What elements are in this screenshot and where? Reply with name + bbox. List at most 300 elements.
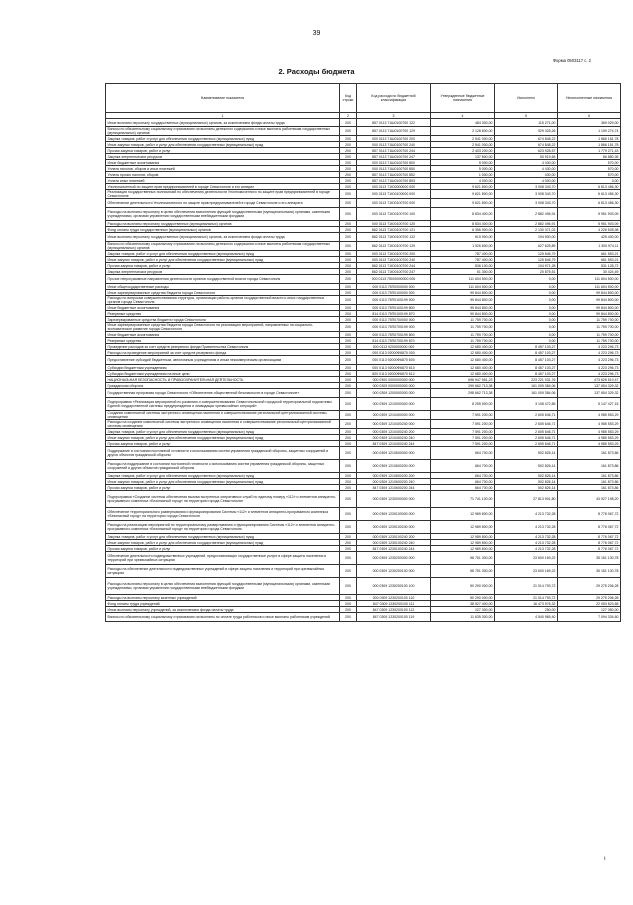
indicator-name-cell: Иные зарезервированные средства бюджета города Севастополя на реализацию мероприятий, направленных на социально-экономическое развитие города Севастополя bbox=[106, 323, 340, 332]
unexecuted-cell: 661 553,21 bbox=[558, 251, 621, 257]
approved-cell: 11 759 700,00 bbox=[431, 323, 495, 332]
approved-cell: 2 541 000,00 bbox=[431, 142, 495, 148]
executed-cell: 0,00 bbox=[495, 311, 558, 317]
executed-cell: 2 605 646,71 bbox=[495, 420, 558, 429]
indicator-name-cell: Расходы на создание комплексной системы экстренного оповещения населения и совершенствование региональной централизованной системы оповещения bbox=[106, 420, 340, 429]
indicator-name-cell: Иные бюджетные ассигнования bbox=[106, 305, 340, 311]
executed-cell: 0,00 bbox=[495, 323, 558, 332]
unexecuted-cell: 4 985 553,29 bbox=[558, 411, 621, 420]
classification-code-cell: 862 0113 71Ю0100700 121 bbox=[357, 227, 431, 233]
line-code-cell: 200 bbox=[340, 257, 357, 263]
executed-cell: 125 846,79 bbox=[495, 257, 558, 263]
classification-code-cell: 000 0113 71Ш0100700 850 bbox=[357, 166, 431, 172]
executed-cell: 21 014 793,72 bbox=[495, 578, 558, 595]
classification-code-cell: 000 0113 75П0100199 800 bbox=[357, 305, 431, 311]
classification-code-cell: 862 0113 71Ю0100700 129 bbox=[357, 242, 431, 251]
line-code-cell: 200 bbox=[340, 365, 357, 371]
classification-code-cell: 000 0309 1230100240 240 bbox=[357, 540, 431, 546]
indicator-name-cell: Подпрограмма «Создание системы обеспечения вызова экстренных оперативных служб по единому номеру «112» и элементов аппаратно-программного комплекса «Безопасный город» на территории города Севастополя» bbox=[106, 491, 340, 508]
table-row bbox=[106, 127, 621, 136]
approved-cell: 664 700,00 bbox=[431, 479, 495, 485]
table-row bbox=[106, 447, 621, 460]
unexecuted-cell: 1 779 271,43 bbox=[558, 148, 621, 154]
table-row bbox=[106, 398, 621, 411]
executed-cell: 2 882 496,91 bbox=[495, 208, 558, 221]
indicator-name-cell: Резервные средства bbox=[106, 338, 340, 344]
unexecuted-cell: 99 844 800,00 bbox=[558, 305, 621, 311]
line-code-cell: 200 bbox=[340, 521, 357, 534]
line-code-cell: 200 bbox=[340, 491, 357, 508]
column-number: 1 bbox=[106, 113, 340, 119]
approved-cell: 4 000,00 bbox=[431, 178, 495, 184]
classification-code-cell: 000 0113 75000000000 000 bbox=[357, 275, 431, 284]
table-row bbox=[106, 296, 621, 305]
classification-code-cell: 000 0309 0000000000 000 bbox=[357, 383, 431, 389]
table-row bbox=[106, 420, 621, 429]
executed-cell: 502 826,14 bbox=[495, 447, 558, 460]
line-code-cell: 200 bbox=[340, 540, 357, 546]
executed-cell: 3 008 343,70 bbox=[495, 184, 558, 190]
executed-cell: 627 625,89 bbox=[495, 242, 558, 251]
table-row bbox=[106, 242, 621, 251]
classification-code-cell: 000 0113 75П0100000 000 bbox=[357, 290, 431, 296]
classification-code-cell: 847 0309 1210400240 244 bbox=[357, 441, 431, 447]
unexecuted-cell: 8 776 067,72 bbox=[558, 534, 621, 540]
classification-code-cell: 847 0309 1230200100 112 bbox=[357, 607, 431, 613]
table-row bbox=[106, 190, 621, 199]
line-code-cell: 200 bbox=[340, 546, 357, 552]
executed-cell: 21 014 793,72 bbox=[495, 595, 558, 601]
line-code-cell: 200 bbox=[340, 190, 357, 199]
unexecuted-cell: 6 613 456,30 bbox=[558, 190, 621, 199]
classification-code-cell: 847 0309 1210600200 244 bbox=[357, 485, 431, 491]
approved-cell: 99 844 800,00 bbox=[431, 311, 495, 317]
indicator-name-cell: Закупка энергетических ресурсов bbox=[106, 269, 340, 275]
classification-code-cell: 857 0113 71Ш0100700 122 bbox=[357, 119, 431, 127]
unexecuted-cell: 30 424,49 bbox=[558, 269, 621, 275]
line-code-cell: 200 bbox=[340, 269, 357, 275]
unexecuted-cell: 161 873,86 bbox=[558, 473, 621, 479]
approved-cell: 99 844 800,00 bbox=[431, 305, 495, 311]
unexecuted-cell: 570,00 bbox=[558, 160, 621, 166]
line-code-cell: 200 bbox=[340, 607, 357, 613]
line-code-cell: 200 bbox=[340, 221, 357, 227]
unexecuted-cell: 99 844 800,00 bbox=[558, 311, 621, 317]
executed-cell: 0,00 bbox=[495, 290, 558, 296]
approved-cell: 11 759 700,00 bbox=[431, 317, 495, 323]
table-row bbox=[106, 521, 621, 534]
approved-cell: 12 680 400,00 bbox=[431, 344, 495, 350]
executed-cell: 674 848,22 bbox=[495, 136, 558, 142]
classification-code-cell: 000 0309 1230100240 000 bbox=[357, 521, 431, 534]
indicator-name-cell: Обеспечение территориального развертывания и функционирования Системы «112» и элементов аппаратно-программного комплекса «Безопасный город» на территории города Севастополя bbox=[106, 508, 340, 521]
scan-mark: ı bbox=[604, 856, 606, 862]
indicator-name-cell: Иные закупки товаров, работ и услуг для обеспечения государственных (муниципальных) нужд bbox=[106, 435, 340, 441]
approved-cell: 71 741 100,00 bbox=[431, 491, 495, 508]
line-code-cell: 200 bbox=[340, 296, 357, 305]
approved-cell: 12 680 400,00 bbox=[431, 365, 495, 371]
indicator-name-cell: Иные закупки товаров, работ и услуг для обеспечения государственных (муниципальных) нужд bbox=[106, 479, 340, 485]
executed-cell: 2 882 496,91 bbox=[495, 221, 558, 227]
unexecuted-cell: 11 759 700,00 bbox=[558, 338, 621, 344]
unexecuted-cell: 570,00 bbox=[558, 172, 621, 178]
executed-cell: 929 325,26 bbox=[495, 127, 558, 136]
indicator-name-cell: Иные бюджетные ассигнования bbox=[106, 332, 340, 338]
indicator-name-cell: Расходы на выплаты персоналу в целях обеспечения выполнения функций государственными (муниципальными) органами, казенными учреждениями, органами управления государственными внебюджетными фондами bbox=[106, 208, 340, 221]
unexecuted-cell: 29 275 206,28 bbox=[558, 578, 621, 595]
approved-cell: 696 947 551,23 bbox=[431, 377, 495, 383]
unexecuted-cell: 99 844 800,00 bbox=[558, 296, 621, 305]
unexecuted-cell: 22 053 823,68 bbox=[558, 601, 621, 607]
table-row bbox=[106, 508, 621, 521]
classification-code-cell: 857 0113 71Ш0100700 247 bbox=[357, 154, 431, 160]
line-code-cell: 200 bbox=[340, 154, 357, 160]
table-row bbox=[106, 323, 621, 332]
executed-cell: 2 605 646,71 bbox=[495, 441, 558, 447]
line-code-cell: 200 bbox=[340, 377, 357, 383]
unexecuted-cell: 4 985 553,29 bbox=[558, 429, 621, 435]
indicator-name-cell: Уплата налогов, сборов и иных платежей bbox=[106, 166, 340, 172]
line-code-cell: 200 bbox=[340, 552, 357, 565]
classification-code-cell: 000 0309 1210400240 000 bbox=[357, 420, 431, 429]
indicator-name-cell: Расходы на выплаты персоналу казенных учреждений bbox=[106, 595, 340, 601]
classification-code-cell: 000 0309 1210000000 000 bbox=[357, 398, 431, 411]
line-code-cell: 200 bbox=[340, 208, 357, 221]
classification-code-cell: 000 0300 0000000000 000 bbox=[357, 377, 431, 383]
line-code-cell: 200 bbox=[340, 508, 357, 521]
unexecuted-cell: 161 873,86 bbox=[558, 460, 621, 473]
indicator-name-cell: Закупка товаров, работ и услуг для обеспечения государственных (муниципальных) нужд bbox=[106, 473, 340, 479]
unexecuted-cell: 4 223 296,73 bbox=[558, 344, 621, 350]
unexecuted-cell: 1 300 974,11 bbox=[558, 242, 621, 251]
line-code-cell: 200 bbox=[340, 227, 357, 233]
table-row bbox=[106, 199, 621, 208]
indicator-name-cell: Субсидии бюджетным учреждениям bbox=[106, 365, 340, 371]
classification-code-cell: 000 0309 1210600200 000 bbox=[357, 460, 431, 473]
executed-cell: 0,00 bbox=[495, 338, 558, 344]
approved-cell: 484 300,00 bbox=[431, 119, 495, 127]
unexecuted-cell: 29 275 206,28 bbox=[558, 595, 621, 601]
executed-cell: 0,00 bbox=[495, 317, 558, 323]
executed-cell: 502 826,14 bbox=[495, 473, 558, 479]
indicator-name-cell: Взносы по обязательному социальному страхованию на выплаты по оплате труда работников и иные выплаты работникам учреждений bbox=[106, 613, 340, 622]
indicator-name-cell: Закупка товаров, работ и услуг для обеспечения государственных (муниципальных) нужд bbox=[106, 136, 340, 142]
unexecuted-cell: 111 604 500,00 bbox=[558, 275, 621, 284]
unexecuted-cell: 127 050,00 bbox=[558, 607, 621, 613]
executed-cell: 2 605 646,71 bbox=[495, 435, 558, 441]
line-code-cell: 200 bbox=[340, 275, 357, 284]
section-title: 2. Расходы бюджета bbox=[278, 67, 355, 76]
line-code-cell: 200 bbox=[340, 178, 357, 184]
indicator-name-cell: Подпрограмма «Реализация мероприятий по развитию и совершенствованию Севастопольской городской территориальной подсистемы Единой государственной системы предупреждения и ликвидации чрезвычайных ситуаций» bbox=[106, 398, 340, 411]
executed-cell: 2 130 371,02 bbox=[495, 227, 558, 233]
line-code-cell: 200 bbox=[340, 371, 357, 377]
indicator-name-cell: Расходы на поддержание в состоянии постоянной готовности к использованию систем управления гражданской обороны, защитных сооружений и других объектов гражданской обороны bbox=[106, 460, 340, 473]
unexecuted-cell: 5 951 903,09 bbox=[558, 208, 621, 221]
indicator-name-cell: Зарезервированные средства бюджета города Севастополя bbox=[106, 317, 340, 323]
unexecuted-cell: 5 951 903,09 bbox=[558, 221, 621, 227]
classification-code-cell: 000 0309 1210600000 000 bbox=[357, 447, 431, 460]
classification-code-cell: 000 0309 1230100240 200 bbox=[357, 534, 431, 540]
line-code-cell: 200 bbox=[340, 473, 357, 479]
classification-code-cell: 857 0113 71Ш0100700 853 bbox=[357, 178, 431, 184]
classification-code-cell: 000 0309 1230200100 100 bbox=[357, 578, 431, 595]
approved-cell: 787 400,00 bbox=[431, 251, 495, 257]
line-code-cell: 200 bbox=[340, 184, 357, 190]
classification-code-cell: 000 0113 75П0700199 800 bbox=[357, 332, 431, 338]
line-code-cell: 200 bbox=[340, 251, 357, 257]
line-code-cell: 200 bbox=[340, 613, 357, 622]
unexecuted-cell: 4 223 296,73 bbox=[558, 365, 621, 371]
approved-cell: 12 680 400,00 bbox=[431, 371, 495, 377]
classification-code-cell: 000 0309 1230200000 000 bbox=[357, 552, 431, 565]
executed-cell: 4 213 732,28 bbox=[495, 540, 558, 546]
approved-cell: 2 541 000,00 bbox=[431, 136, 495, 142]
executed-cell: 23 600 169,22 bbox=[495, 565, 558, 578]
line-code-cell: 200 bbox=[340, 311, 357, 317]
executed-cell: 20 875,51 bbox=[495, 269, 558, 275]
approved-cell: 58 751 300,00 bbox=[431, 565, 495, 578]
unexecuted-cell: 8 776 067,72 bbox=[558, 521, 621, 534]
approved-cell: 50 290 000,00 bbox=[431, 595, 495, 601]
unexecuted-cell: 6 613 456,30 bbox=[558, 184, 621, 190]
executed-cell: 623 928,57 bbox=[495, 148, 558, 154]
unexecuted-cell: 4 985 553,29 bbox=[558, 435, 621, 441]
classification-code-cell: 000 0113 71Ш0100700 800 bbox=[357, 160, 431, 166]
approved-cell: 7 591 200,00 bbox=[431, 429, 495, 435]
line-code-cell: 200 bbox=[340, 479, 357, 485]
approved-cell: 12 989 800,00 bbox=[431, 521, 495, 534]
executed-cell: 223 221 031,76 bbox=[495, 377, 558, 383]
table-row bbox=[106, 578, 621, 595]
unexecuted-cell: 4 223 296,73 bbox=[558, 371, 621, 377]
classification-code-cell: 000 0113 71Ю0100700 240 bbox=[357, 257, 431, 263]
line-code-cell: 200 bbox=[340, 136, 357, 142]
classification-code-cell: 862 0113 71Ю0100700 247 bbox=[357, 269, 431, 275]
classification-code-cell: 000 0309 1210400240 240 bbox=[357, 435, 431, 441]
classification-code-cell: 000 0113 71Ю0100700 100 bbox=[357, 208, 431, 221]
executed-cell: 4 213 732,28 bbox=[495, 508, 558, 521]
unexecuted-cell: 473 626 519,47 bbox=[558, 377, 621, 383]
classification-code-cell: 847 0309 1230200100 111 bbox=[357, 601, 431, 607]
indicator-name-cell: Иные общегосударственные расходы bbox=[106, 284, 340, 290]
executed-cell: 4 540 965,40 bbox=[495, 613, 558, 622]
indicator-name-cell: Фонд оплаты труда учреждений bbox=[106, 601, 340, 607]
indicator-name-cell: Уплата прочих налогов, сборов bbox=[106, 172, 340, 178]
approved-cell: 7 591 200,00 bbox=[431, 420, 495, 429]
indicator-name-cell: Уплата иных платежей bbox=[106, 178, 340, 184]
classification-code-cell: 000 0113 92000Ф6870 610 bbox=[357, 365, 431, 371]
classification-code-cell: 000 0309 1210600200 240 bbox=[357, 479, 431, 485]
indicator-name-cell: Иные зарезервированные средства бюджета города Севастополя bbox=[106, 290, 340, 296]
line-code-cell: 200 bbox=[340, 601, 357, 607]
classification-code-cell: 000 0113 75П0700199 000 bbox=[357, 323, 431, 332]
line-code-cell: 200 bbox=[340, 142, 357, 148]
line-code-cell: 200 bbox=[340, 534, 357, 540]
executed-cell: 0,00 bbox=[495, 332, 558, 338]
approved-cell: 1 926 600,00 bbox=[431, 242, 495, 251]
table-row bbox=[106, 613, 621, 622]
unexecuted-cell: 5 147 427,15 bbox=[558, 398, 621, 411]
column-number: 2 bbox=[340, 113, 357, 119]
indicator-name-cell: Иные выплаты персоналу учреждений, за исключением фонда оплаты труда bbox=[106, 607, 340, 613]
unexecuted-cell: 0,00 bbox=[558, 178, 621, 184]
approved-cell: 137 800,00 bbox=[431, 154, 495, 160]
unexecuted-cell: 161 873,86 bbox=[558, 479, 621, 485]
approved-cell: 11 635 300,00 bbox=[431, 613, 495, 622]
executed-cell: 4 213 732,28 bbox=[495, 521, 558, 534]
classification-code-cell: 862 0113 71Ю0100700 244 bbox=[357, 263, 431, 269]
indicator-name-cell: Прочая закупка товаров, работ и услуг bbox=[106, 148, 340, 154]
line-code-cell: 200 bbox=[340, 383, 357, 389]
classification-code-cell: 000 0113 92000Ф6870 600 bbox=[357, 356, 431, 365]
unexecuted-cell: 1 866 151,78 bbox=[558, 136, 621, 142]
executed-cell: 125 846,79 bbox=[495, 251, 558, 257]
table-row bbox=[106, 389, 621, 398]
executed-cell: 3 108 472,85 bbox=[495, 398, 558, 411]
line-code-cell: 200 bbox=[340, 166, 357, 172]
unexecuted-cell: 8 776 067,72 bbox=[558, 540, 621, 546]
expenditure-table bbox=[105, 83, 621, 622]
indicator-name-cell: Иные бюджетные ассигнования bbox=[106, 160, 340, 166]
classification-code-cell: 000 0113 71Ю0100000 000 bbox=[357, 190, 431, 199]
indicator-name-cell: Проведение расходов за счет средств резервного фонда Правительства Севастополя bbox=[106, 344, 340, 350]
indicator-name-cell: Иные закупки товаров, работ и услуг для обеспечения государственных (муниципальных) нужд bbox=[106, 540, 340, 546]
approved-cell: 7 591 200,00 bbox=[431, 441, 495, 447]
approved-cell: 38 527 400,00 bbox=[431, 601, 495, 607]
approved-cell: 5 000,00 bbox=[431, 160, 495, 166]
indicator-name-cell: Прочая закупка товаров, работ и услуг bbox=[106, 546, 340, 552]
indicator-name-cell: Уполномоченный по защите прав предпринимателей в городе Севастополе и его аппарат bbox=[106, 184, 340, 190]
approved-cell: 9 621 800,00 bbox=[431, 184, 495, 190]
line-code-cell: 200 bbox=[340, 233, 357, 242]
executed-cell: 3 008 343,70 bbox=[495, 199, 558, 208]
line-code-cell: 200 bbox=[340, 148, 357, 154]
executed-cell: 4 430,00 bbox=[495, 166, 558, 172]
line-code-cell: 200 bbox=[340, 323, 357, 332]
executed-cell: 4 213 732,28 bbox=[495, 534, 558, 540]
classification-code-cell: 814 0113 75П0700199 870 bbox=[357, 338, 431, 344]
indicator-name-cell: Резервные средства bbox=[106, 311, 340, 317]
header-line-code: Код строки bbox=[340, 84, 357, 113]
indicator-name-cell: Обеспечение деятельности Уполномоченного по защите прав предпринимателей в городе Севастополе и его аппарата bbox=[106, 199, 340, 208]
line-code-cell: 200 bbox=[340, 305, 357, 311]
table-row bbox=[106, 356, 621, 365]
line-code-cell: 200 bbox=[340, 435, 357, 441]
unexecuted-cell: 137 654 329,32 bbox=[558, 383, 621, 389]
classification-code-cell: 000 0309 1230200100 000 bbox=[357, 565, 431, 578]
table-row bbox=[106, 233, 621, 242]
indicator-name-cell: Субсидии бюджетным учреждениям на иные цели bbox=[106, 371, 340, 377]
approved-cell: 11 759 700,00 bbox=[431, 332, 495, 338]
unexecuted-cell: 4 985 553,29 bbox=[558, 420, 621, 429]
approved-cell: 11 759 700,00 bbox=[431, 338, 495, 344]
classification-code-cell: 847 0309 1230200100 119 bbox=[357, 613, 431, 622]
approved-cell: 6 356 900,00 bbox=[431, 227, 495, 233]
executed-cell: 0,00 bbox=[495, 305, 558, 311]
executed-cell: 430,00 bbox=[495, 172, 558, 178]
approved-cell: 58 751 300,00 bbox=[431, 552, 495, 565]
indicator-name-cell: НАЦИОНАЛЬНАЯ БЕЗОПАСНОСТЬ И ПРАВООХРАНИТЕЛЬНАЯ ДЕЯТЕЛЬНОСТЬ bbox=[106, 377, 340, 383]
unexecuted-cell: 35 151 130,78 bbox=[558, 552, 621, 565]
indicator-name-cell: Предоставление субсидий бюджетным, автономным учреждениям и иным некоммерческим организациям bbox=[106, 356, 340, 365]
classification-code-cell: 000 0113 9200000000 000 bbox=[357, 344, 431, 350]
approved-cell: 836 100,00 bbox=[431, 263, 495, 269]
indicator-name-cell: Расходы на выплаты персоналу в целях обеспечения выполнения функций государственными (муниципальными) органами, казенными учреждениями, органами управления государственными внебюджетными фондами bbox=[106, 578, 340, 595]
table-row bbox=[106, 460, 621, 473]
approved-cell: 2 403 200,00 bbox=[431, 148, 495, 154]
classification-code-cell: 000 0309 1230000000 000 bbox=[357, 491, 431, 508]
indicator-name-cell: Расходы на проведение мероприятий за счет средств резервного фонда bbox=[106, 350, 340, 356]
classification-code-cell: 847 0309 1230100240 244 bbox=[357, 546, 431, 552]
indicator-name-cell: Прочие непрограммные направления деятельности органов государственной власти города Севастополя bbox=[106, 275, 340, 284]
indicator-name-cell: Расходы по вопросам совершенствования структуры, организации работы органов государственной власти и иных государственных органов города Севастополя bbox=[106, 296, 340, 305]
header-approved: Утвержденные бюджетные назначения bbox=[431, 84, 495, 113]
executed-cell: 0,00 bbox=[495, 284, 558, 290]
classification-code-cell: 814 0113 75П0100199 870 bbox=[357, 311, 431, 317]
approved-cell: 9 621 800,00 bbox=[431, 190, 495, 199]
approved-cell: 2 128 600,00 bbox=[431, 127, 495, 136]
executed-cell: 161 009 384,06 bbox=[495, 389, 558, 398]
column-number: 4 bbox=[431, 113, 495, 119]
indicator-name-cell: Прочая закупка товаров, работ и услуг bbox=[106, 263, 340, 269]
approved-cell: 99 844 800,00 bbox=[431, 290, 495, 296]
indicator-name-cell: Закупка энергетических ресурсов bbox=[106, 154, 340, 160]
table-row bbox=[106, 491, 621, 508]
executed-cell: 502 826,14 bbox=[495, 479, 558, 485]
approved-cell: 299 662 713,38 bbox=[431, 383, 495, 389]
unexecuted-cell: 4 223 296,73 bbox=[558, 356, 621, 365]
approved-cell: 664 700,00 bbox=[431, 460, 495, 473]
approved-cell: 111 604 500,00 bbox=[431, 275, 495, 284]
unexecuted-cell: 11 759 700,00 bbox=[558, 317, 621, 323]
line-code-cell: 200 bbox=[340, 460, 357, 473]
unexecuted-cell: 4 985 553,29 bbox=[558, 441, 621, 447]
header-row bbox=[106, 84, 621, 113]
unexecuted-cell: 1 199 274,74 bbox=[558, 127, 621, 136]
classification-code-cell: 000 0113 71Ю0000000 000 bbox=[357, 184, 431, 190]
indicator-name-cell: Взносы по обязательному социальному страхованию на выплаты денежного содержания и иные выплаты работникам государственных (муниципальных) органов bbox=[106, 127, 340, 136]
line-code-cell: 200 bbox=[340, 398, 357, 411]
unexecuted-cell: 661 553,21 bbox=[558, 257, 621, 263]
approved-cell: 111 604 500,00 bbox=[431, 284, 495, 290]
approved-cell: 1 000,00 bbox=[431, 172, 495, 178]
classification-code-cell: 857 0113 71Ш0100700 129 bbox=[357, 127, 431, 136]
line-code-cell: 200 bbox=[340, 242, 357, 251]
indicator-name-cell: Иные закупки товаров, работ и услуг для обеспечения государственных (муниципальных) нужд bbox=[106, 142, 340, 148]
unexecuted-cell: 11 759 700,00 bbox=[558, 323, 621, 332]
classification-code-cell: 000 0309 1210600200 200 bbox=[357, 473, 431, 479]
page-number: 39 bbox=[312, 30, 321, 37]
indicator-name-cell: Расходы на обеспечение деятельности подведомственных учреждений в сфере защиты населения и территорий при чрезвычайных ситуациях bbox=[106, 565, 340, 578]
approved-cell: 12 989 800,00 bbox=[431, 534, 495, 540]
unexecuted-cell: 99 844 800,00 bbox=[558, 290, 621, 296]
indicator-name-cell: Расходы на реализацию мероприятий по территориальному развертыванию и функционированию Системы «112» и элементов аппаратно-программного комплекса «Безопасный город» на территории города Севастополя bbox=[106, 521, 340, 534]
indicator-name-cell: Создание комплексной системы экстренного оповещения населения и совершенствование региональной централизованной системы оповещения bbox=[106, 411, 340, 420]
unexecuted-cell: 6 613 456,30 bbox=[558, 199, 621, 208]
unexecuted-cell: 531 128,72 bbox=[558, 263, 621, 269]
approved-cell: 50 290 000,00 bbox=[431, 578, 495, 595]
line-code-cell: 200 bbox=[340, 485, 357, 491]
approved-cell: 12 989 800,00 bbox=[431, 546, 495, 552]
executed-cell: 161 009 384,06 bbox=[495, 383, 558, 389]
classification-code-cell: 000 0113 92000Ф6870 000 bbox=[357, 350, 431, 356]
executed-cell: 502 826,14 bbox=[495, 460, 558, 473]
line-code-cell: 200 bbox=[340, 595, 357, 601]
unexecuted-cell: 8 776 067,72 bbox=[558, 546, 621, 552]
executed-cell: 16 473 576,32 bbox=[495, 601, 558, 607]
unexecuted-cell: 161 873,86 bbox=[558, 447, 621, 460]
